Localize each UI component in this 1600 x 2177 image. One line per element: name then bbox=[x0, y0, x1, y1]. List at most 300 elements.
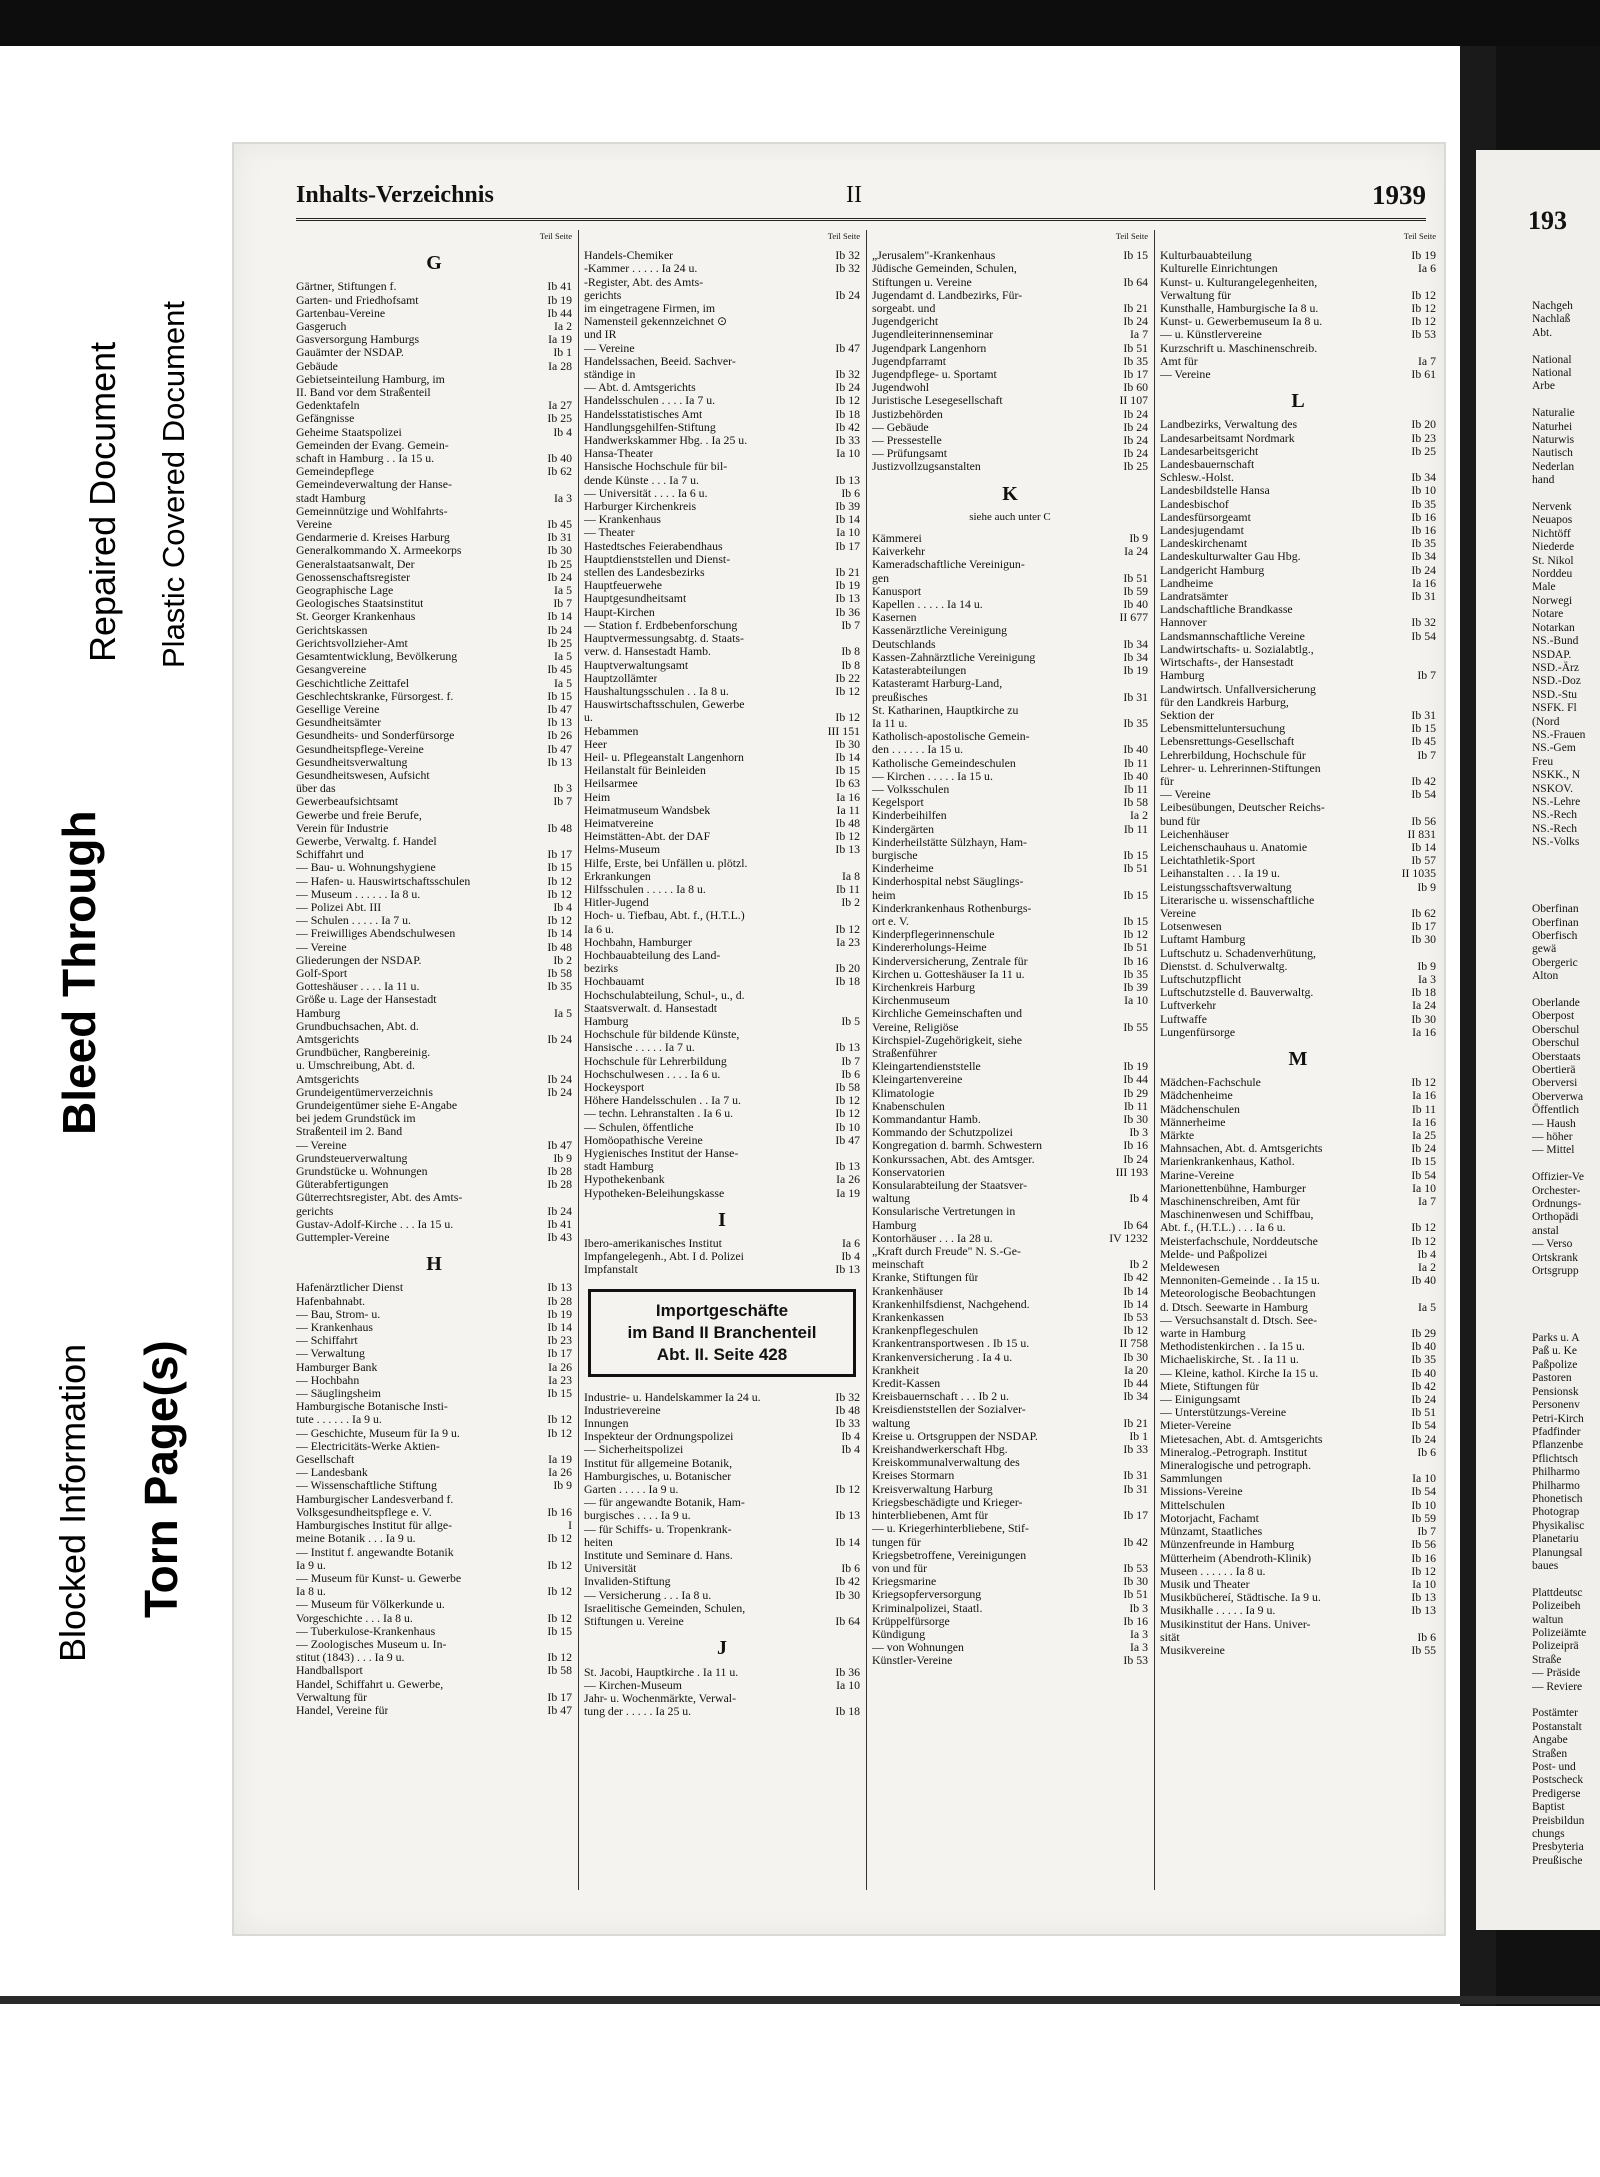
entry-title: Märkte bbox=[1160, 1129, 1195, 1142]
entry-reference bbox=[856, 989, 860, 1002]
index-entry bbox=[296, 1165, 572, 1178]
entry-title: Hebammen bbox=[584, 724, 639, 738]
entry-title: Maschinenschreiben, Amt für bbox=[1160, 1195, 1300, 1209]
entry-title: — Verwaltung bbox=[296, 1347, 365, 1361]
index-entry bbox=[1160, 1367, 1436, 1380]
entry-title: Höhere Handelsschulen . . Ia 7 u. bbox=[584, 1094, 741, 1108]
index-entry bbox=[1160, 1195, 1436, 1208]
entry-title: Kündigung bbox=[872, 1627, 926, 1641]
entry-reference: Ib 8 bbox=[841, 645, 860, 659]
entry-title: — Vereine bbox=[1160, 368, 1211, 382]
adjacent-entry bbox=[1532, 984, 1586, 997]
entry-reference: Ib 39 bbox=[835, 500, 860, 514]
entry-title: Hilfe, Erste, bei Unfällen u. plötzl. bbox=[584, 856, 748, 870]
entry-title: Abt. f., (H.T.L.) . . . Ia 6 u. bbox=[1160, 1221, 1286, 1235]
index-entry bbox=[1160, 1013, 1436, 1026]
entry-title: Gesangvereine bbox=[296, 663, 367, 677]
index-entry bbox=[584, 1391, 860, 1404]
adjacent-entry: Obergeric bbox=[1532, 956, 1578, 969]
adjacent-entry: Postanstalt bbox=[1532, 1720, 1582, 1733]
index-entry bbox=[1160, 1406, 1436, 1419]
entry-reference: Ib 12 bbox=[547, 1532, 572, 1546]
entry-reference bbox=[568, 1493, 572, 1506]
entry-title: Landeskirchenamt bbox=[1160, 537, 1248, 551]
entry-reference: Ib 34 bbox=[1123, 637, 1148, 651]
index-entry bbox=[872, 928, 1148, 941]
index-entry bbox=[296, 1231, 572, 1244]
entry-reference: Ib 6 bbox=[1417, 1445, 1436, 1459]
entry-title: Jugendleiterinnenseminar bbox=[872, 328, 994, 342]
entry-title: Hafenärztlicher Dienst bbox=[296, 1281, 404, 1295]
entry-reference: Ia 5 bbox=[553, 1006, 572, 1020]
index-entry bbox=[1160, 262, 1436, 275]
adjacent-entry: — Haush bbox=[1532, 1117, 1576, 1130]
adjacent-entry: Postämter bbox=[1532, 1707, 1578, 1720]
entry-title: Hamburg bbox=[872, 1218, 917, 1232]
entry-title: Hastedtsches Feierabendhaus bbox=[584, 539, 723, 553]
index-entry bbox=[296, 399, 572, 412]
entry-reference: Ib 21 bbox=[1123, 302, 1148, 316]
entry-reference: Ib 7 bbox=[1417, 748, 1436, 762]
adjacent-entry bbox=[1532, 340, 1586, 353]
index-entry bbox=[1160, 1155, 1436, 1168]
index-entry bbox=[584, 685, 860, 698]
entry-reference bbox=[568, 1020, 572, 1033]
entry-reference: Ib 13 bbox=[835, 592, 860, 606]
entry-title: Mieter-Vereine bbox=[1160, 1419, 1232, 1433]
index-entry bbox=[584, 1068, 860, 1081]
entry-title: Hauptzollämter bbox=[584, 671, 658, 685]
index-entry bbox=[872, 717, 1148, 730]
index-entry bbox=[872, 809, 1148, 822]
index-entry bbox=[584, 526, 860, 539]
entry-reference bbox=[856, 1147, 860, 1160]
entry-title: Hauptvermessungsabtg. d. Staats- bbox=[584, 632, 744, 646]
entry-reference: Ib 15 bbox=[1123, 888, 1148, 902]
index-entry bbox=[296, 1638, 572, 1651]
entry-reference: Ib 9 bbox=[553, 1479, 572, 1493]
entry-reference: Ib 53 bbox=[1123, 1561, 1148, 1575]
index-entry bbox=[872, 915, 1148, 928]
entry-title: Jugendwohl bbox=[872, 381, 930, 395]
adjacent-entry: Naturhei bbox=[1532, 420, 1573, 433]
entry-reference bbox=[1432, 276, 1436, 289]
entry-reference: Ib 15 bbox=[1411, 1155, 1436, 1169]
entry-title: Miete, Stiftungen für bbox=[1160, 1379, 1260, 1393]
index-entry bbox=[584, 1055, 860, 1068]
index-entry bbox=[296, 927, 572, 940]
index-entry bbox=[296, 1191, 572, 1204]
entry-title: — Vereine bbox=[1160, 788, 1211, 802]
index-entry bbox=[584, 659, 860, 672]
index-entry bbox=[296, 954, 572, 967]
index-entry bbox=[296, 993, 572, 1006]
entry-title: — für angewandte Botanik, Ham- bbox=[584, 1496, 745, 1510]
entry-title: — Volksschulen bbox=[872, 782, 950, 796]
entry-reference: Ia 2 bbox=[1129, 809, 1148, 823]
entry-reference bbox=[856, 302, 860, 315]
index-entry bbox=[584, 1417, 860, 1430]
adjacent-entry: Naturwis bbox=[1532, 434, 1575, 447]
entry-reference bbox=[1432, 1208, 1436, 1221]
adjacent-entry: Nervenk bbox=[1532, 501, 1572, 514]
adjacent-entry: Preußische bbox=[1532, 1854, 1583, 1867]
entry-title: Impfanstalt bbox=[584, 1263, 638, 1277]
index-entry bbox=[296, 703, 572, 716]
entry-list-j2 bbox=[872, 249, 1148, 473]
entry-title: Gedenktafeln bbox=[296, 399, 360, 413]
entry-reference: Ib 4 bbox=[841, 1430, 860, 1444]
entry-title: und IR bbox=[584, 328, 617, 342]
entry-title: Helms-Museum bbox=[584, 843, 661, 857]
entry-reference: Ib 15 bbox=[547, 861, 572, 875]
index-entry bbox=[584, 751, 860, 764]
adjacent-entry: waltun bbox=[1532, 1613, 1564, 1626]
index-entry bbox=[296, 1178, 572, 1191]
entry-reference: Ib 14 bbox=[547, 1321, 572, 1335]
entry-reference: Ia 16 bbox=[1412, 1089, 1436, 1103]
entry-title: Heil- u. Pflegeanstalt Langenhorn bbox=[584, 750, 744, 764]
index-entry bbox=[872, 611, 1148, 624]
entry-reference: Ib 36 bbox=[835, 1665, 860, 1679]
entry-reference: Ib 9 bbox=[1129, 532, 1148, 546]
entry-reference: Ib 64 bbox=[1123, 1218, 1148, 1232]
index-entry bbox=[296, 967, 572, 980]
index-entry bbox=[1160, 1644, 1436, 1657]
entry-reference bbox=[1432, 801, 1436, 814]
index-entry bbox=[296, 1440, 572, 1453]
entry-title: — Sicherheitspolizei bbox=[584, 1443, 684, 1457]
entry-title: Krankenversicherung . Ia 4 u. bbox=[872, 1350, 1013, 1364]
index-entry bbox=[296, 1532, 572, 1545]
entry-reference: Ia 3 bbox=[1417, 972, 1436, 986]
entry-reference: Ib 18 bbox=[1411, 986, 1436, 1000]
entry-title: Gewerbe, Verwaltg. f. Handel bbox=[296, 834, 437, 848]
entry-reference: Ib 12 bbox=[547, 1585, 572, 1599]
index-entry bbox=[872, 408, 1148, 421]
entry-title: Amtsgerichts bbox=[296, 1072, 359, 1086]
entry-reference: Ib 14 bbox=[835, 750, 860, 764]
entry-title: Kommandantur Hamb. bbox=[872, 1113, 981, 1126]
entry-title: II. Band vor dem Straßenteil bbox=[296, 386, 431, 400]
entry-title: Handelssachen, Beeid. Sachver- bbox=[584, 354, 736, 368]
entry-title: Lebensmitteluntersuchung bbox=[1160, 722, 1286, 736]
index-entry bbox=[584, 487, 860, 500]
entry-reference: Ib 20 bbox=[835, 962, 860, 976]
adjacent-entry: Baptist bbox=[1532, 1801, 1565, 1814]
index-entry bbox=[1160, 1578, 1436, 1591]
entry-reference bbox=[568, 1678, 572, 1691]
index-entry bbox=[872, 1285, 1148, 1298]
entry-title: Landesarbeitsgericht bbox=[1160, 444, 1259, 458]
entry-title: Justizvollzugsanstalten bbox=[872, 460, 981, 474]
entry-reference: II 1035 bbox=[1401, 867, 1436, 881]
entry-title: Generalkommando X. Armeekorps bbox=[296, 544, 462, 558]
entry-reference bbox=[856, 1457, 860, 1470]
index-entry bbox=[1160, 1142, 1436, 1155]
entry-reference bbox=[568, 505, 572, 518]
entry-reference: Ib 11 bbox=[1123, 782, 1148, 796]
index-entry bbox=[1160, 550, 1436, 563]
entry-reference bbox=[568, 1191, 572, 1204]
index-entry bbox=[584, 1666, 860, 1679]
entry-title: ort e. V. bbox=[872, 914, 909, 928]
entry-title: Handel, Schiffahrt u. Gewerbe, bbox=[296, 1677, 444, 1691]
entry-title: Katasteramt Harburg-Land, bbox=[872, 677, 1003, 691]
index-entry bbox=[296, 901, 572, 914]
top-black-band bbox=[0, 0, 1600, 46]
index-entry bbox=[584, 632, 860, 645]
adjacent-entry: NSKK., N bbox=[1532, 769, 1581, 782]
entry-reference: Ib 35 bbox=[1123, 716, 1148, 730]
index-entry bbox=[872, 889, 1148, 902]
entry-title: bei jedem Grundstück im bbox=[296, 1112, 416, 1126]
index-entry bbox=[872, 1602, 1148, 1615]
entry-title: Hamburgisches, u. Botanischer bbox=[584, 1469, 732, 1483]
index-entry bbox=[1160, 749, 1436, 762]
entry-title: Landesbauernschaft bbox=[1160, 458, 1255, 472]
index-entry bbox=[1160, 630, 1436, 643]
index-entry bbox=[296, 1427, 572, 1440]
index-entry bbox=[872, 381, 1148, 394]
index-entry bbox=[584, 936, 860, 949]
adjacent-entry: Niederde bbox=[1532, 541, 1575, 554]
entry-reference: Ib 54 bbox=[1411, 788, 1436, 802]
entry-reference bbox=[856, 1523, 860, 1536]
adjacent-entry: hand bbox=[1532, 474, 1555, 487]
entry-title: Gemeinden der Evang. Gemein- bbox=[296, 438, 449, 452]
entry-reference bbox=[568, 1598, 572, 1611]
entry-title: Landesjugendamt bbox=[1160, 524, 1244, 538]
entry-title: preußisches bbox=[872, 690, 928, 704]
entry-title: Kassen-Zahnärztliche Vereinigung bbox=[872, 650, 1036, 664]
entry-title: ständige in bbox=[584, 368, 636, 382]
column-head: Teil Seite bbox=[1115, 231, 1148, 241]
entry-title: — Vereine bbox=[296, 1138, 347, 1152]
adjacent-entry bbox=[1532, 1694, 1586, 1707]
entry-title: — Bau, Strom- u. bbox=[296, 1307, 381, 1321]
bottom-shadow bbox=[0, 1996, 1600, 2004]
entry-reference bbox=[1144, 1522, 1148, 1535]
entry-reference: Ib 11 bbox=[835, 882, 860, 896]
entry-reference bbox=[568, 1572, 572, 1585]
entry-reference: Ib 35 bbox=[1123, 354, 1148, 368]
entry-title: Kirchspiel-Zugehörigkeit, siehe bbox=[872, 1033, 1023, 1047]
entry-reference: Ib 40 bbox=[1411, 1366, 1436, 1380]
entry-title: „Kraft durch Freude" N. S.-Ge- bbox=[872, 1245, 1021, 1259]
entry-title: burgisches . . . . Ia 9 u. bbox=[584, 1509, 691, 1523]
index-entry bbox=[296, 558, 572, 571]
entry-reference: Ib 24 bbox=[835, 381, 860, 395]
entry-title: Hitler-Jugend bbox=[584, 896, 649, 910]
index-entry bbox=[1160, 999, 1436, 1012]
entry-reference: Ib 12 bbox=[1411, 1076, 1436, 1090]
entry-list-i2 bbox=[584, 1391, 860, 1629]
index-entry bbox=[584, 619, 860, 632]
index-entry bbox=[584, 1081, 860, 1094]
index-entry bbox=[584, 1187, 860, 1200]
entry-title: St. Georger Krankenhaus bbox=[296, 610, 416, 624]
entry-reference: Ib 51 bbox=[1123, 1588, 1148, 1602]
entry-reference bbox=[1144, 1456, 1148, 1469]
entry-reference: Ib 26 bbox=[547, 729, 572, 743]
entry-reference: Ib 21 bbox=[1123, 1416, 1148, 1430]
entry-reference bbox=[568, 1125, 572, 1138]
index-entry bbox=[296, 782, 572, 795]
entry-title: Lehrer- u. Lehrerinnen-Stiftungen bbox=[1160, 761, 1321, 775]
index-entry bbox=[1160, 577, 1436, 590]
entry-reference: Ib 24 bbox=[1411, 1432, 1436, 1446]
adjacent-entry: Straße bbox=[1532, 1653, 1562, 1666]
index-entry bbox=[584, 1094, 860, 1107]
entry-reference bbox=[856, 460, 860, 473]
index-entry bbox=[1160, 511, 1436, 524]
adjacent-entry: Plattdeutsc bbox=[1532, 1586, 1583, 1599]
entry-title: — Landesbank bbox=[296, 1466, 368, 1480]
adjacent-entry: Post- und bbox=[1532, 1761, 1576, 1774]
entry-reference bbox=[1144, 1034, 1148, 1047]
index-entry bbox=[296, 1218, 572, 1231]
entry-title: Grundstücke u. Wohnungen bbox=[296, 1165, 428, 1179]
entry-reference bbox=[856, 328, 860, 341]
entry-title: Handels-Chemiker bbox=[584, 249, 674, 263]
entry-title: Hauptdienststellen und Dienst- bbox=[584, 552, 731, 566]
index-entry bbox=[872, 836, 1148, 849]
index-entry bbox=[872, 1060, 1148, 1073]
section-letter-i: I bbox=[718, 1208, 726, 1231]
entry-reference: Ib 11 bbox=[1123, 756, 1148, 770]
entry-title: Grundeigentümer siehe E-Angabe bbox=[296, 1099, 458, 1112]
entry-title: Landeskulturwalter Gau Hbg. bbox=[1160, 550, 1301, 564]
index-entry bbox=[872, 1469, 1148, 1482]
index-entry bbox=[584, 883, 860, 896]
entry-reference: Ia 10 bbox=[1124, 994, 1148, 1008]
index-entry bbox=[1160, 643, 1436, 656]
entry-reference: Ib 4 bbox=[1417, 1247, 1436, 1261]
entry-reference bbox=[856, 632, 860, 645]
entry-title: Jugendamt d. Landbezirks, Für- bbox=[872, 288, 1023, 302]
entry-title: Kreises Stormarn bbox=[872, 1469, 955, 1483]
entry-reference bbox=[568, 1440, 572, 1453]
index-entry bbox=[1160, 1393, 1436, 1406]
entry-reference bbox=[1144, 558, 1148, 571]
index-entry bbox=[296, 1347, 572, 1360]
entry-title: Landesfürsorgeamt bbox=[1160, 510, 1251, 524]
entry-reference: Ia 10 bbox=[836, 1678, 860, 1692]
entry-title: Staatsverwalt. d. Hansestadt bbox=[584, 1001, 718, 1015]
entry-reference bbox=[856, 1692, 860, 1705]
entry-title: Größe u. Lage der Hansestadt bbox=[296, 993, 437, 1007]
entry-title: Gewerbe und freie Berufe, bbox=[296, 808, 422, 822]
entry-reference bbox=[856, 1549, 860, 1562]
entry-title: meine Botanik . . . Ia 9 u. bbox=[296, 1532, 416, 1546]
index-entry bbox=[1160, 1274, 1436, 1287]
index-entry bbox=[872, 1456, 1148, 1469]
entry-title: Kindergärten bbox=[872, 822, 935, 836]
index-entry bbox=[584, 540, 860, 553]
adjacent-entry: St. Nikol bbox=[1532, 554, 1574, 567]
entry-title: im eingetragene Firmen, im bbox=[584, 302, 716, 316]
index-entry bbox=[1160, 1182, 1436, 1195]
index-entry bbox=[1160, 1116, 1436, 1129]
entry-reference: Ib 24 bbox=[547, 1085, 572, 1099]
index-entry bbox=[872, 1417, 1148, 1430]
entry-reference: Ib 18 bbox=[835, 407, 860, 421]
entry-title: Geschlechtskranke, Fürsorgest. f. bbox=[296, 689, 454, 703]
index-entry bbox=[584, 962, 860, 975]
entry-title: — u. Künstlervereine bbox=[1160, 328, 1262, 342]
index-entry bbox=[1160, 867, 1436, 880]
entry-title: Hamburg bbox=[584, 1014, 629, 1028]
entry-reference bbox=[568, 993, 572, 1006]
entry-list-i bbox=[584, 1237, 860, 1277]
index-entry bbox=[872, 1364, 1148, 1377]
entry-reference: Ib 12 bbox=[835, 830, 860, 844]
entry-reference bbox=[856, 857, 860, 870]
index-entry bbox=[1160, 302, 1436, 315]
entry-title: Hannover bbox=[1160, 616, 1207, 630]
entry-title: Lebensrettungs-Gesellschaft bbox=[1160, 735, 1295, 749]
entry-title: Institute und Seminare d. Hans. bbox=[584, 1549, 733, 1563]
index-entry bbox=[872, 302, 1148, 315]
entry-reference: Ib 12 bbox=[547, 1558, 572, 1572]
entry-reference: Ib 16 bbox=[547, 1505, 572, 1519]
adjacent-entry: Oberverwa bbox=[1532, 1090, 1584, 1103]
adjacent-entry: Polizeiämte bbox=[1532, 1627, 1587, 1639]
entry-reference bbox=[856, 315, 860, 328]
entry-title: Invaliden-Stiftung bbox=[584, 1575, 671, 1589]
entry-reference: Ib 19 bbox=[1411, 249, 1436, 263]
entry-reference: Ia 2 bbox=[553, 320, 572, 334]
entry-title: Inspekteur der Ordnungspolizei bbox=[584, 1430, 734, 1444]
index-entry bbox=[584, 249, 860, 262]
entry-reference bbox=[1144, 1007, 1148, 1020]
index-entry bbox=[872, 1034, 1148, 1047]
entry-reference: Ia 19 bbox=[548, 333, 572, 347]
entry-title: Landwirtsch. Unfallversicherung bbox=[1160, 682, 1316, 696]
section-letter-g: G bbox=[426, 252, 442, 275]
entry-title: Meisterfachschule, Norddeutsche bbox=[1160, 1234, 1318, 1248]
adjacent-entry: Paß u. Ke bbox=[1532, 1345, 1578, 1358]
section-letter-k: K bbox=[1002, 482, 1018, 505]
index-entry bbox=[296, 307, 572, 320]
entry-reference: Ib 12 bbox=[1123, 928, 1148, 942]
entry-title: — Universität . . . . Ia 6 u. bbox=[584, 486, 708, 500]
entry-title: stadt Hamburg bbox=[296, 491, 366, 505]
index-entry bbox=[296, 584, 572, 597]
index-entry bbox=[872, 1324, 1148, 1337]
index-entry bbox=[296, 1413, 572, 1426]
entry-reference: Ib 45 bbox=[1411, 735, 1436, 749]
adjacent-entry: Ortskrank bbox=[1532, 1251, 1578, 1264]
entry-title: Gebäude bbox=[296, 359, 338, 373]
entry-title: Hochbauabteilung des Land- bbox=[584, 948, 721, 962]
adjacent-entry: — Präside bbox=[1532, 1667, 1581, 1680]
index-entry bbox=[1160, 920, 1436, 933]
entry-title: — Schiffahrt bbox=[296, 1334, 358, 1348]
adjacent-entry: Neuapos bbox=[1532, 514, 1573, 527]
entry-title: Kunst- u. Kulturangelegenheiten, bbox=[1160, 275, 1318, 289]
entry-title: sorgeabt. und bbox=[872, 302, 936, 316]
header-volume: II bbox=[846, 182, 862, 208]
entry-reference: Ib 1 bbox=[553, 346, 572, 360]
index-entry bbox=[584, 989, 860, 1002]
entry-title: tute . . . . . . Ia 9 u. bbox=[296, 1413, 382, 1427]
entry-title: Hilfsschulen . . . . . Ia 8 u. bbox=[584, 882, 706, 896]
index-entry bbox=[872, 434, 1148, 447]
entry-reference: Ia 3 bbox=[1129, 1641, 1148, 1655]
entry-reference: Ib 34 bbox=[1411, 471, 1436, 485]
